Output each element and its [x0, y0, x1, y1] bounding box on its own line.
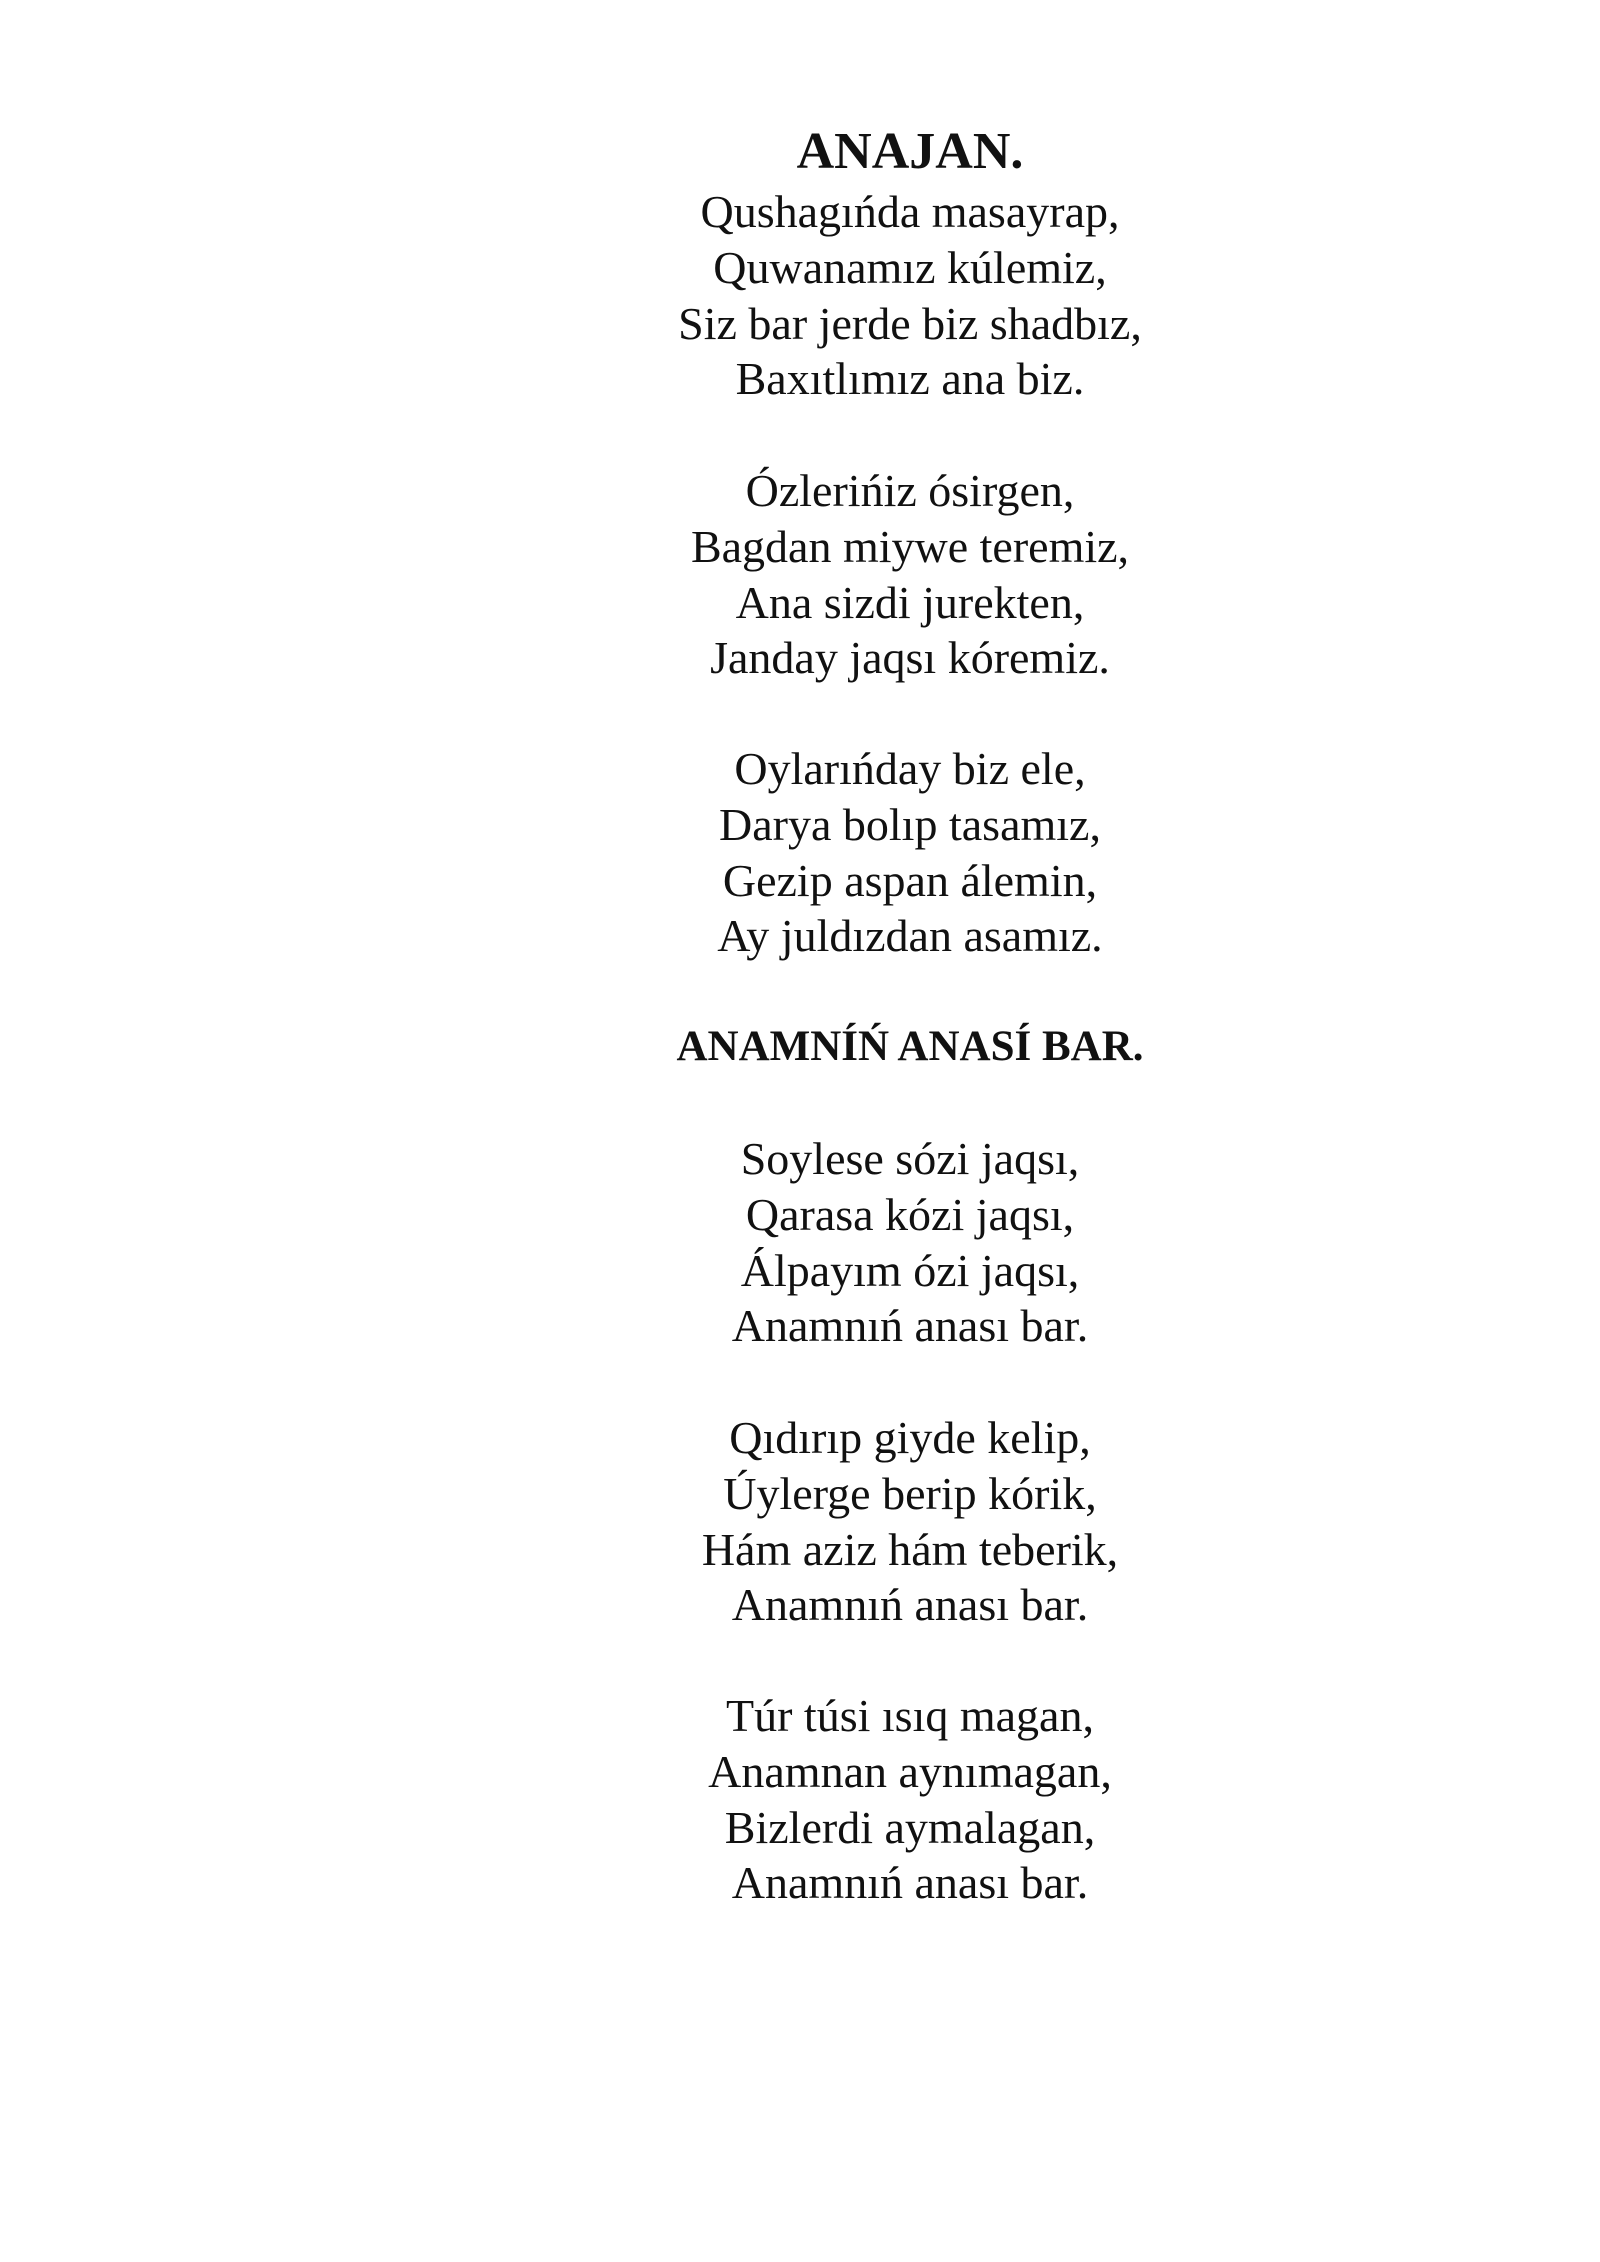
poem-line: Bagdan miywe teremiz, — [690, 520, 1130, 572]
poem-title-anajan: ANAJAN. — [796, 123, 1024, 180]
poem-line: Qıdırıp giyde kelip, — [729, 1412, 1091, 1463]
poem-line: Gezip aspan álemin, — [722, 854, 1098, 906]
poem-line: Baxıtlımız ana biz. — [735, 353, 1085, 405]
poem-1-stanza-3 — [0, 741, 1600, 964]
poem-2-stanza-3 — [0, 1688, 1600, 1911]
poem-title-anamnin-anasi-bar: ANAMNÍŃ ANASÍ BAR. — [676, 1023, 1144, 1070]
poem-line: Anamnıń anası bar. — [731, 1857, 1089, 1909]
poem-line: Oylarıńday biz ele, — [734, 743, 1086, 794]
poem-line: Anamnıń anası bar. — [731, 1579, 1089, 1631]
poem-line: Anamnıń anası bar. — [731, 1300, 1089, 1352]
poem-1-stanza-2 — [0, 463, 1600, 686]
poem-line: Siz bar jerde biz shadbız, — [678, 297, 1142, 349]
poem-line: Úylerge berip kórik, — [723, 1467, 1097, 1519]
poem-line: Anamnan aynımagan, — [708, 1745, 1112, 1797]
poem-line: Qushagıńda masayrap, — [700, 186, 1120, 237]
poem-2-stanza-2 — [0, 1410, 1600, 1633]
poem-line: Quwanamız kúlemiz, — [713, 241, 1107, 293]
poem-1-stanza-1 — [0, 184, 1600, 407]
poem-line: Soylese sózi jaqsı, — [740, 1133, 1080, 1184]
poem-line: Bizlerdi aymalagan, — [724, 1801, 1096, 1853]
poem-line: Hám aziz hám teberik, — [701, 1523, 1119, 1575]
poem-line: Álpayım ózi jaqsı, — [740, 1244, 1080, 1296]
poem-line: Ózlerińiz ósirgen, — [745, 465, 1075, 516]
poem-line: Túr túsi ısıq magan, — [726, 1690, 1094, 1741]
poem-2-stanza-1 — [0, 1131, 1600, 1354]
poem-line: Ay juldızdan asamız. — [717, 910, 1103, 962]
poem-line: Darya bolıp tasamız, — [719, 798, 1101, 850]
poem-line: Janday jaqsı kóremiz. — [710, 632, 1110, 684]
poem-line: Qarasa kózi jaqsı, — [745, 1188, 1075, 1240]
poem-line: Ana sizdi jurekten, — [735, 576, 1085, 628]
